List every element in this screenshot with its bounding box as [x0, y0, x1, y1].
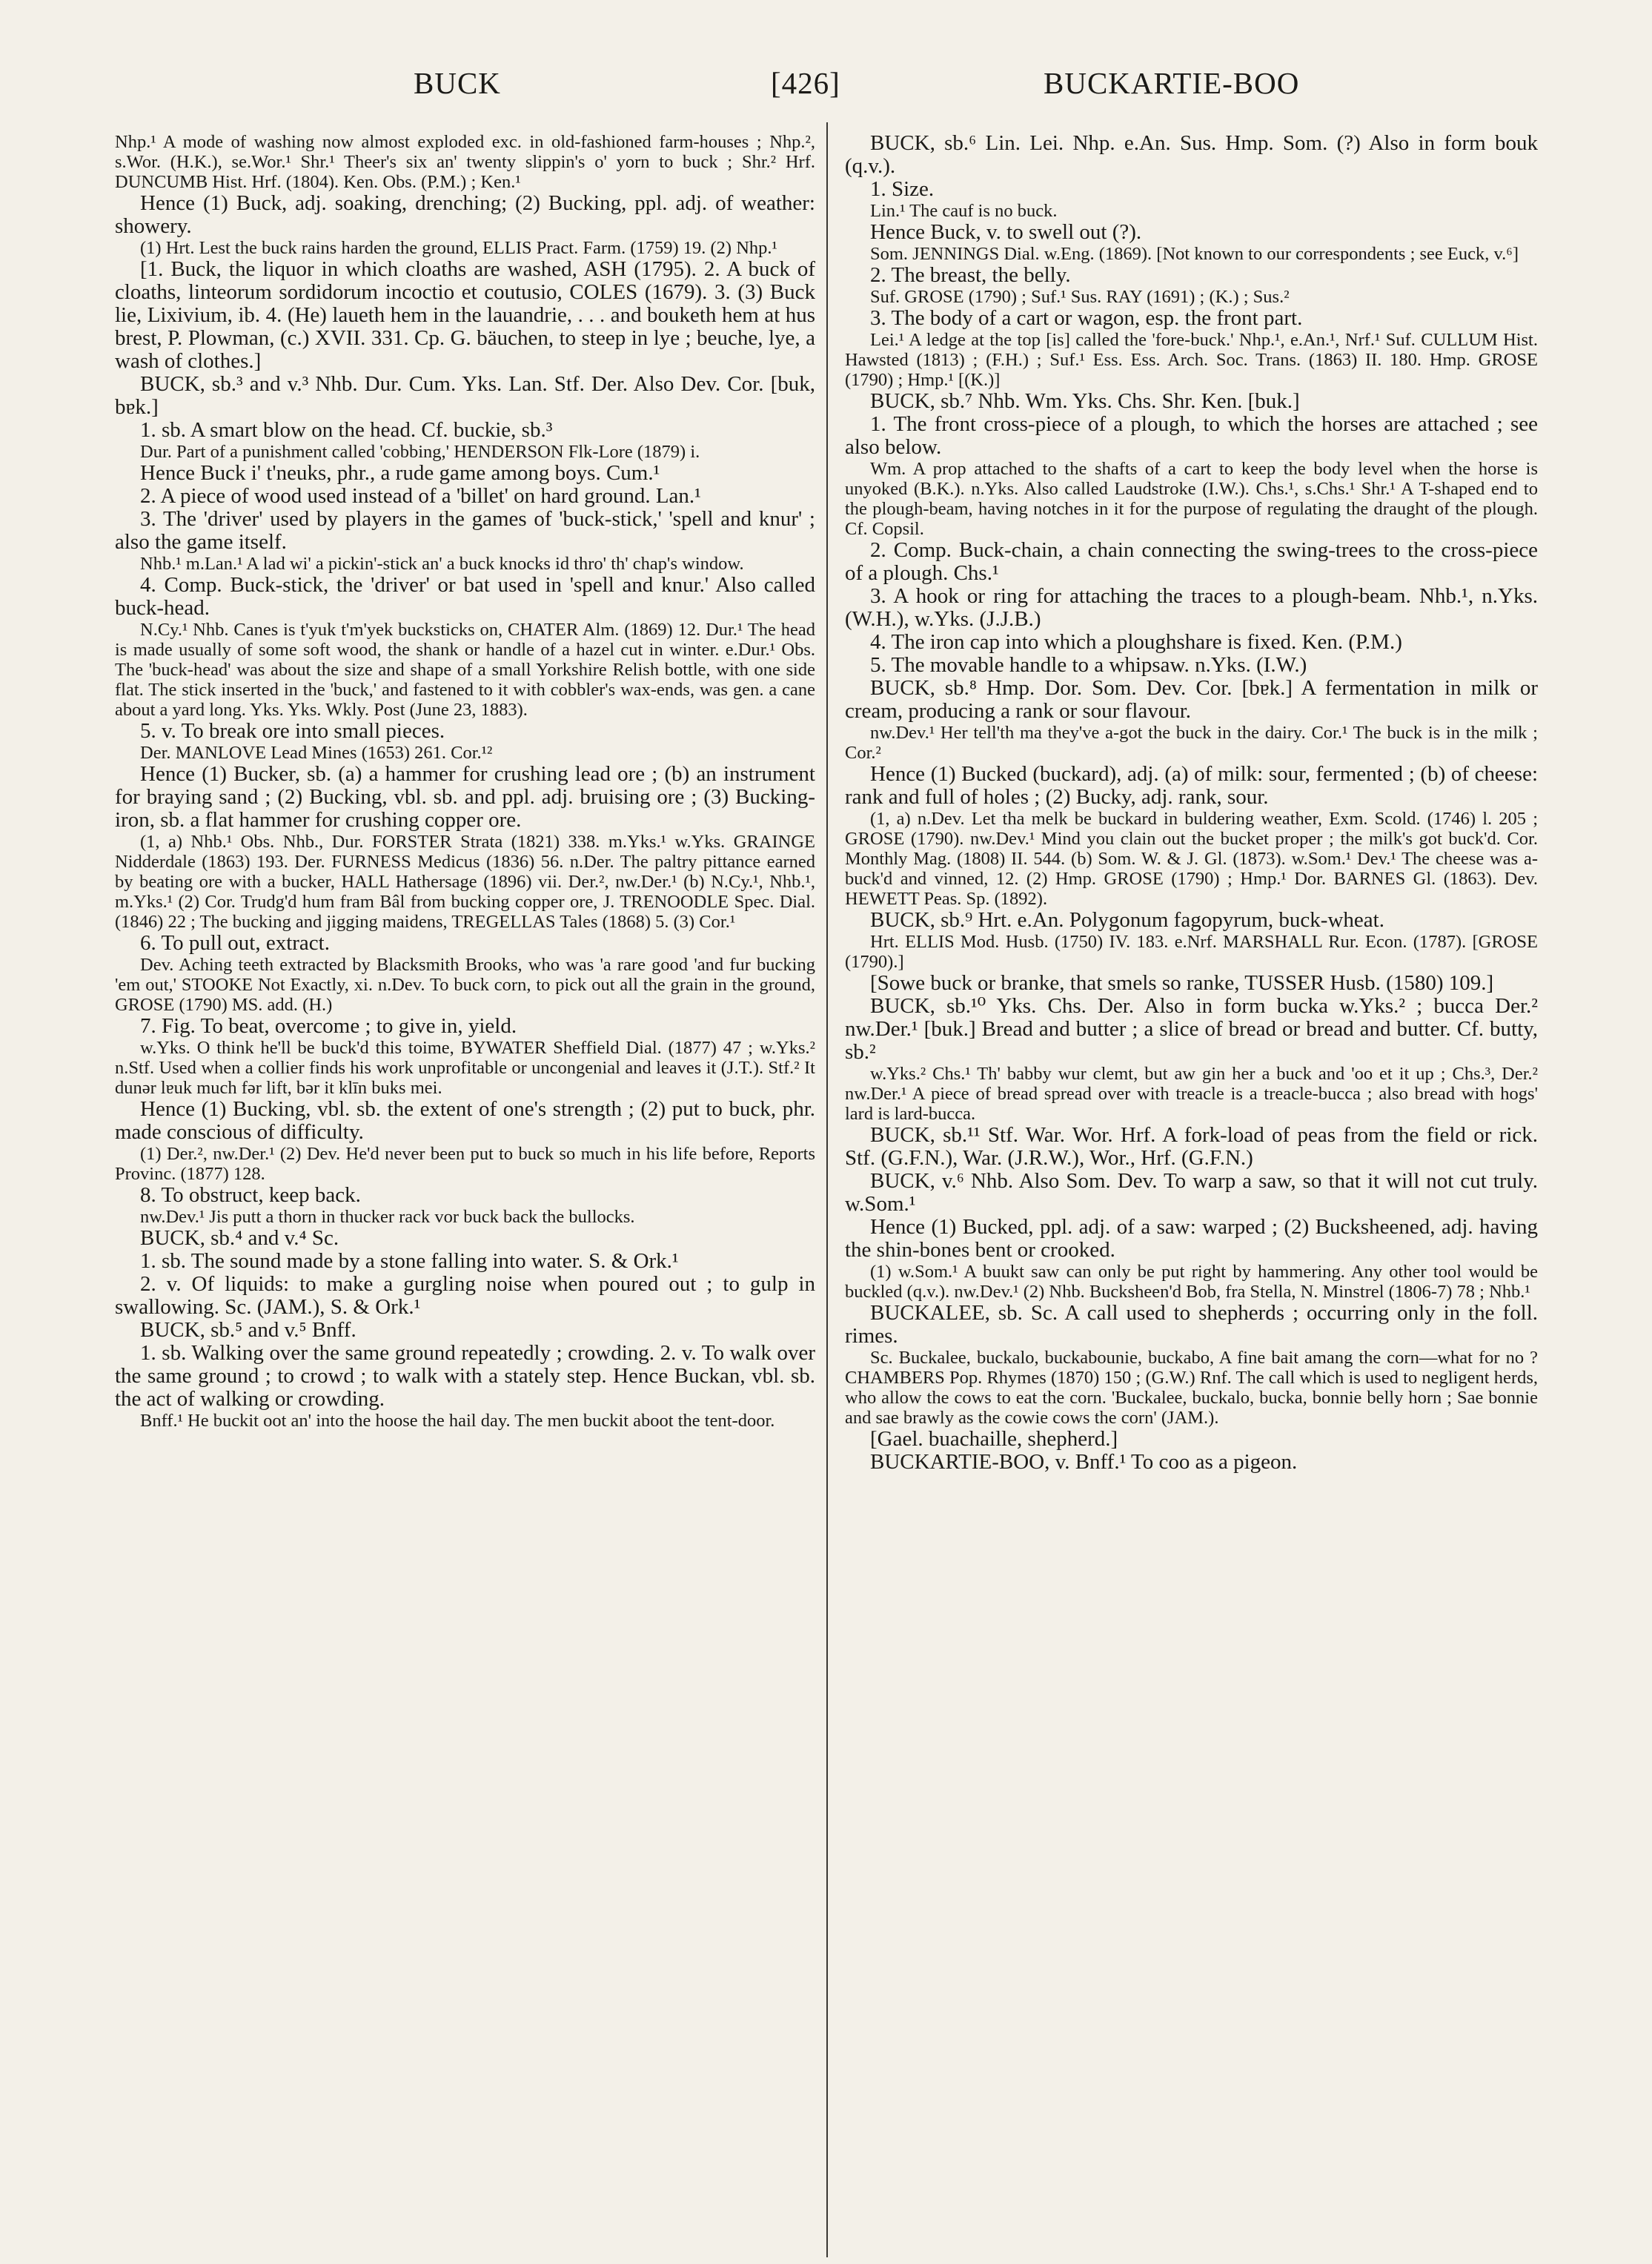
citation-paragraph: Som. JENNINGS Dial. w.Eng. (1869). [Not known to our correspondents ; see Euck, v.⁶] — [870, 244, 1519, 264]
entry-paragraph: 2. v. Of liquids: to make a gurgling noise when poured out ; to gulp in swallowing. Sc. (JAM.), S. & Ork.¹ — [115, 1272, 815, 1319]
citation-paragraph: Nhp.¹ A mode of washing now almost exploded exc. in old-fashioned farm-houses ; Nhp.², s.Wor. (H.K.), se.Wor.¹ Shr.¹ Theer's six an' twenty slippin's o' yorn to buck ; Shr.² Hrf. DUNCUMB Hist. Hrf. (1804). Ken. Obs. (P.M.) ; Ken.¹ — [115, 132, 815, 192]
entry-paragraph: 2. A piece of wood used instead of a 'billet' on hard ground. Lan.¹ — [140, 484, 701, 508]
entry-paragraph: BUCKALEE, sb. Sc. A call used to shepherds ; occurring only in the foll. rimes. — [845, 1301, 1538, 1348]
entry-paragraph: Hence (1) Bucker, sb. (a) a hammer for crushing lead ore ; (b) an instrument for braying sand ; (2) Bucking, vbl. sb. and ppl. adj. bruising ore ; (3) Bucking-iron, sb. a flat hammer for crushing copper ore. — [115, 762, 815, 832]
entry-paragraph: BUCK, sb.³ and v.³ Nhb. Dur. Cum. Yks. Lan. Stf. Der. Also Dev. Cor. [buk, bɐk.] — [115, 372, 815, 419]
entry-paragraph: 5. v. To break ore into small pieces. — [140, 719, 445, 743]
entry-paragraph: 3. The body of a cart or wagon, esp. the front part. — [870, 306, 1303, 330]
entry-paragraph: 4. The iron cap into which a ploughshare is fixed. Ken. (P.M.) — [870, 630, 1402, 654]
entry-paragraph: BUCK, sb.¹¹ Stf. War. Wor. Hrf. A fork-load of peas from the field or rick. Stf. (G.F.N.), War. (J.R.W.), Wor., Hrf. (G.F.N.) — [845, 1123, 1538, 1170]
entry-paragraph: Hence (1) Bucked (buckard), adj. (a) of milk: sour, fermented ; (b) of cheese: rank and full of holes ; (2) Bucky, adj. rank, sour. — [845, 762, 1538, 809]
entry-paragraph: Hence Buck, v. to swell out (?). — [870, 220, 1142, 244]
citation-paragraph: Der. MANLOVE Lead Mines (1653) 261. Cor.¹² — [140, 743, 493, 763]
page-number: [426] — [771, 66, 840, 100]
entry-paragraph: Hence (1) Bucking, vbl. sb. the extent of one's strength ; (2) put to buck, phr. made conscious of difficulty. — [115, 1097, 815, 1144]
citation-paragraph: Wm. A prop attached to the shafts of a cart to keep the body level when the horse is unyoked (B.K.). n.Yks. Also called Laudstroke (I.W.). Chs.¹, s.Chs.¹ Shr.¹ A T-shaped end to the plough-beam, having notches in it for the purpose of regulating the draught of the plough. Cf. Copsil. — [845, 459, 1538, 539]
citation-paragraph: Nhb.¹ m.Lan.¹ A lad wi' a pickin'-stick an' a buck knocks id thro' th' chap's window. — [140, 554, 744, 574]
entry-paragraph: Hence Buck i' t'neuks, phr., a rude game among boys. Cum.¹ — [140, 461, 660, 485]
entry-paragraph: BUCK, sb.⁵ and v.⁵ Bnff. — [140, 1318, 356, 1342]
entry-paragraph: 8. To obstruct, keep back. — [140, 1183, 361, 1207]
citation-paragraph: Suf. GROSE (1790) ; Suf.¹ Sus. RAY (1691) ; (K.) ; Sus.² — [870, 287, 1290, 307]
citation-paragraph: Lei.¹ A ledge at the top [is] called the 'fore-buck.' Nhp.¹, e.An.¹, Nrf.¹ Suf. CULLUM Hist. Hawsted (1813) ; (F.H.) ; Suf.¹ Ess. Ess. Arch. Soc. Trans. (1863) II. 180. Hmp. GROSE (1790) ; Hmp.¹ [(K.)] — [845, 330, 1538, 390]
entry-paragraph: BUCK, sb.¹⁰ Yks. Chs. Der. Also in form bucka w.Yks.² ; bucca Der.² nw.Der.¹ [buk.] Bread and butter ; a slice of bread or bread and butter. Cf. butty, sb.² — [845, 994, 1538, 1064]
entry-paragraph: 1. sb. Walking over the same ground repeatedly ; crowding. 2. v. To walk over the same ground ; to crowd ; to walk with a stately step. Hence Buckan, vbl. sb. the act of walking or crowding. — [115, 1341, 815, 1411]
entry-paragraph: [Sowe buck or branke, that smels so ranke, TUSSER Husb. (1580) 109.] — [870, 971, 1494, 995]
entry-paragraph: Hence (1) Buck, adj. soaking, drenching; (2) Bucking, ppl. adj. of weather: showery. — [115, 191, 815, 238]
citation-paragraph: nw.Dev.¹ Her tell'th ma they've a-got the buck in the dairy. Cor.¹ The buck is in the milk ; Cor.² — [845, 723, 1538, 763]
citation-paragraph: Hrt. ELLIS Mod. Husb. (1750) IV. 183. e.Nrf. MARSHALL Rur. Econ. (1787). [GROSE (1790).] — [845, 932, 1538, 972]
entry-paragraph: BUCK, sb.⁴ and v.⁴ Sc. — [140, 1226, 339, 1250]
entry-paragraph: [Gael. buachaille, shepherd.] — [870, 1427, 1118, 1451]
entry-paragraph: BUCKARTIE-BOO, v. Bnff.¹ To coo as a pigeon. — [870, 1450, 1298, 1474]
citation-paragraph: w.Yks.² Chs.¹ Th' babby wur clemt, but aw gin her a buck and 'oo et it up ; Chs.³, Der.² nw.Der.¹ A piece of bread spread over with treacle is a treacle-bucca ; also bread with hogs' lard is lard-bucca. — [845, 1064, 1538, 1124]
entry-paragraph: 2. The breast, the belly. — [870, 263, 1071, 287]
entry-paragraph: BUCK, sb.⁹ Hrt. e.An. Polygonum fagopyrum, buck-wheat. — [870, 908, 1384, 932]
entry-paragraph: 3. A hook or ring for attaching the traces to a plough-beam. Nhb.¹, n.Yks. (W.H.), w.Yks. (J.J.B.) — [845, 584, 1538, 631]
entry-paragraph: BUCK, sb.⁷ Nhb. Wm. Yks. Chs. Shr. Ken. [buk.] — [870, 389, 1300, 413]
citation-paragraph: Dur. Part of a punishment called 'cobbing,' HENDERSON Flk-Lore (1879) i. — [140, 442, 700, 462]
citation-paragraph: (1) Der.², nw.Der.¹ (2) Dev. He'd never been put to buck so much in his life before, Reports Provinc. (1877) 128. — [115, 1144, 815, 1184]
entry-paragraph: 1. sb. A smart blow on the head. Cf. buckie, sb.³ — [140, 418, 553, 442]
running-header — [0, 65, 1652, 110]
citation-paragraph: (1, a) Nhb.¹ Obs. Nhb., Dur. FORSTER Strata (1821) 338. m.Yks.¹ w.Yks. GRAINGE Nidderdale (1863) 193. Der. FURNESS Medicus (1836) 56. n.Der. The paltry pittance earned by beating ore with a bucker, HALL Hathersage (1896) vii. Der.², nw.Der.¹ (b) N.Cy.¹, Nhb.¹, m.Yks.¹ (2) Cor. Trudg'd hum fram Bâl from bucking copper ore, J. TRENOODLE Spec. Dial. (1846) 22 ; The bucking and jigging maidens, TREGELLAS Tales (1868) 5. (3) Cor.¹ — [115, 832, 815, 932]
citation-paragraph: Sc. Buckalee, buckalo, buckabounie, buckabo, A fine bait amang the corn—what for no ? CHAMBERS Pop. Rhymes (1870) 150 ; (G.W.) Rnf. The call which is used to negligent herds, who allow the cows to eat the corn. 'Buckalee, buckalo, bucka, bonnie belly horn ; Sae bonnie and sae brawly as the cowie cows the corn' (JAM.). — [845, 1348, 1538, 1428]
entry-paragraph: Hence (1) Bucked, ppl. adj. of a saw: warped ; (2) Bucksheened, adj. having the shin-bones bent or crooked. — [845, 1215, 1538, 1262]
entry-paragraph: 1. The front cross-piece of a plough, to which the horses are attached ; see also below. — [845, 412, 1538, 459]
citation-paragraph: N.Cy.¹ Nhb. Canes is t'yuk t'm'yek bucksticks on, CHATER Alm. (1869) 12. Dur.¹ The head is made usually of some soft wood, the shank or handle of a hazel cut in winter. e.Dur.¹ Obs. The 'buck-head' was about the size and shape of a small Yorkshire Relish bottle, with one side flat. The stick inserted in the 'buck,' and fastened to it with cobbler's wax-ends, was gen. a cane about a yard long. Yks. Yks. Wkly. Post (June 23, 1883). — [115, 620, 815, 720]
header-left-guide-word: BUCK — [414, 66, 501, 100]
entry-paragraph: 7. Fig. To beat, overcome ; to give in, yield. — [140, 1014, 517, 1038]
entry-paragraph: 1. Size. — [870, 177, 935, 201]
citation-paragraph: (1, a) n.Dev. Let tha melk be buckard in buldering weather, Exm. Scold. (1746) l. 205 ; GROSE (1790). nw.Dev.¹ Mind you clain out the bucket proper ; the milk's got buck'd. Cor. Monthly Mag. (1808) II. 544. (b) Som. W. & J. Gl. (1873). w.Som.¹ Dev.¹ The cheese was a-buck'd and vinned, 12. (2) Hmp. GROSE (1790) ; Hmp.¹ Dor. BARNES Gl. (1863). Dev. HEWETT Peas. Sp. (1892). — [845, 809, 1538, 909]
citation-paragraph: Dev. Aching teeth extracted by Blacksmith Brooks, who was 'a rare good 'and fur bucking 'em out,' STOOKE Not Exactly, xi. n.Dev. To buck corn, to pick out all the grain in the ground, GROSE (1790) MS. add. (H.) — [115, 955, 815, 1015]
entry-paragraph: BUCK, v.⁶ Nhb. Also Som. Dev. To warp a saw, so that it will not cut truly. w.Som.¹ — [845, 1169, 1538, 1216]
entry-paragraph: 6. To pull out, extract. — [140, 931, 330, 955]
citation-paragraph: (1) Hrt. Lest the buck rains harden the ground, ELLIS Pract. Farm. (1759) 19. (2) Nhp.¹ — [140, 238, 777, 258]
entry-paragraph: 1. sb. The sound made by a stone falling into water. S. & Ork.¹ — [140, 1249, 679, 1273]
left-column — [115, 132, 815, 1431]
entry-paragraph: BUCK, sb.⁸ Hmp. Dor. Som. Dev. Cor. [bɐk.] A fermentation in milk or cream, producing a rank or sour flavour. — [845, 676, 1538, 723]
entry-paragraph: 5. The movable handle to a whipsaw. n.Yks. (I.W.) — [870, 653, 1307, 677]
entry-paragraph: [1. Buck, the liquor in which cloaths are washed, ASH (1795). 2. A buck of cloaths, linteorum sordidorum incoctio et coutusio, COLES (1679). 3. (3) Buck lie, Lixivium, ib. 4. (He) laueth hem in the lauandrie, . . . and bouketh hem at hus brest, P. Plowman, (c.) XVII. 331. Cp. G. bäuchen, to steep in lye ; beuche, lye, a wash of clothes.] — [115, 257, 815, 373]
citation-paragraph: Lin.¹ The cauf is no buck. — [870, 201, 1058, 221]
right-column — [845, 132, 1538, 1474]
entry-paragraph: 4. Comp. Buck-stick, the 'driver' or bat used in 'spell and knur.' Also called buck-head. — [115, 573, 815, 620]
citation-paragraph: (1) w.Som.¹ A buukt saw can only be put right by hammering. Any other tool would be buckled (q.v.). nw.Dev.¹ (2) Nhb. Bucksheen'd Bob, fra Stella, N. Minstrel (1806-7) 78 ; Nhb.¹ — [845, 1262, 1538, 1302]
citation-paragraph: w.Yks. O think he'll be buck'd this toime, BYWATER Sheffield Dial. (1877) 47 ; w.Yks.² n.Stf. Used when a collier finds his work unprofitable or uncongenial and leaves it (J.T.). Stf.² It dunər lɐuk much fər lift, bər it klīn buks mei. — [115, 1038, 815, 1098]
entry-paragraph: BUCK, sb.⁶ Lin. Lei. Nhp. e.An. Sus. Hmp. Som. (?) Also in form bouk (q.v.). — [845, 131, 1538, 178]
entry-paragraph: 2. Comp. Buck-chain, a chain connecting the swing-trees to the cross-piece of a plough. Chs.¹ — [845, 538, 1538, 585]
citation-paragraph: Bnff.¹ He buckit oot an' into the hoose the hail day. The men buckit aboot the tent-door. — [140, 1411, 775, 1431]
citation-paragraph: nw.Dev.¹ Jis putt a thorn in thucker rack vor buck back the bullocks. — [140, 1207, 635, 1227]
column-divider — [826, 122, 828, 2257]
header-right-guide-word: BUCKARTIE-BOO — [1044, 66, 1300, 100]
entry-paragraph: 3. The 'driver' used by players in the games of 'buck-stick,' 'spell and knur' ; also the game itself. — [115, 507, 815, 554]
